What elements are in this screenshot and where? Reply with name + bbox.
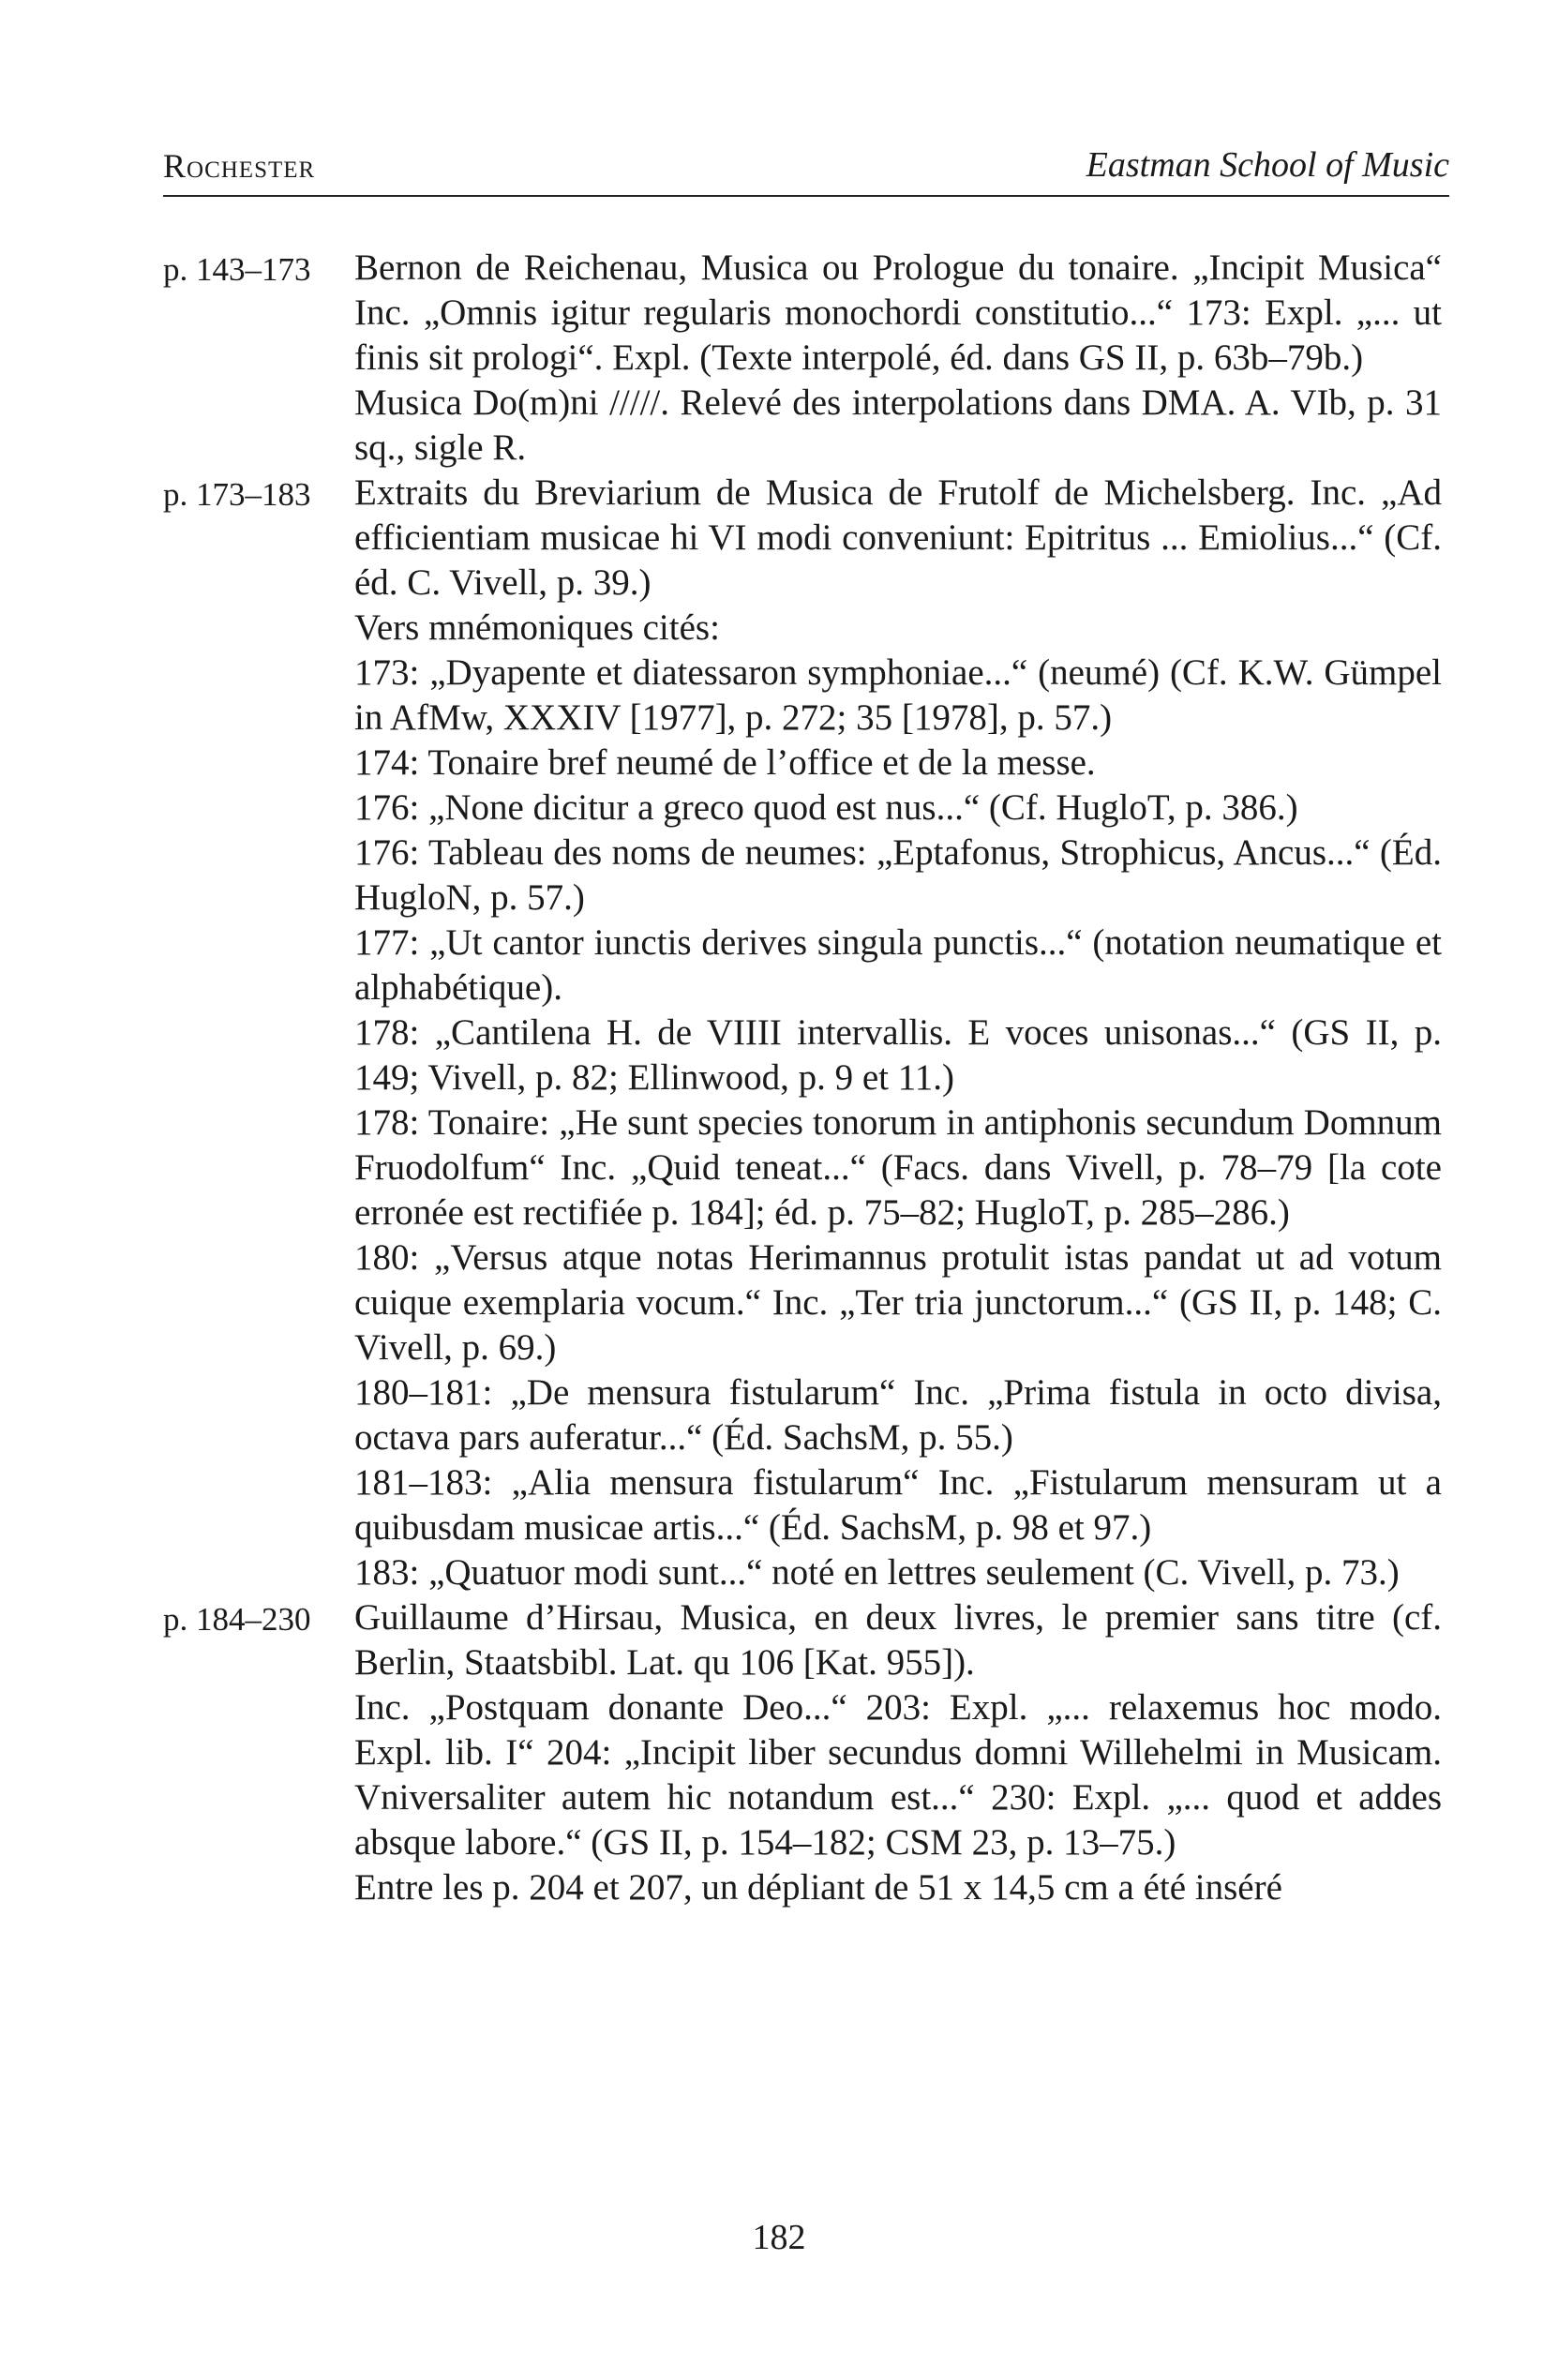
entry-paragraph: 174: Tonaire bref neumé de l’office et de la messe.: [354, 742, 1096, 783]
entry-description: [354, 1595, 1442, 1910]
entry-paragraph: 183: „Quatuor modi sunt...“ noté en lettres seulement (C. Vivell, p. 73.): [354, 1552, 1400, 1593]
entry-paragraph: Inc. „Postquam donante Deo...“ 203: Expl. „... relaxemus hoc modo. Expl. lib. I“ 204: „Incipit liber secundus domni Willehelmi in Musicam. Vniversaliter autem hic notandum est...“ 230: Expl. „... quod et addes absque labore.“ (GS II, p. 154–182; CSM 23, p. 13–75.): [354, 1687, 1442, 1863]
entry-paragraph: Bernon de Reichenau, Musica ou Prologue du tonaire. „Incipit Musica“ Inc. „Omnis igitur regularis monochordi constitutio...“ 173: Expl. „... ut finis sit prologi“. Expl. (Texte interpolé, éd. dans GS II, p. 63b–79b.): [354, 247, 1442, 378]
page-number: 182: [752, 2218, 806, 2257]
entry-paragraph: 173: „Dyapente et diatessaron symphoniae...“ (neumé) (Cf. K.W. Gümpel in AfMw, XXXIV [1977], p. 272; 35 [1978], p. 57.): [354, 652, 1442, 738]
entry-paragraph: 180–181: „De mensura fistularum“ Inc. „Prima fistula in octo divisa, octava pars auferatur...“ (Éd. SachsM, p. 55.): [354, 1372, 1442, 1458]
entry-paragraph: Extraits du Breviarium de Musica de Frutolf de Michelsberg. Inc. „Ad efficientiam musicae hi VI modi conveniunt: Epitritus ... Emiolius...“ (Cf. éd. C. Vivell, p. 39.): [354, 472, 1442, 603]
entry-paragraph: Entre les p. 204 et 207, un dépliant de 51 x 14,5 cm a été inséré: [354, 1867, 1282, 1908]
entry-paragraph: 181–183: „Alia mensura fistularum“ Inc. „Fistularum mensuram ut a quibusdam musicae artis...“ (Éd. SachsM, p. 98 et 97.): [354, 1462, 1442, 1548]
entry-page-range: p. 184–230: [163, 1601, 311, 1638]
entry-paragraph: Vers mnémoniques cités:: [354, 607, 720, 648]
entry-page-range: p. 143–173: [163, 251, 311, 288]
running-header: [163, 139, 1449, 197]
catalogue-entries: [163, 246, 1449, 1910]
entry-1: [163, 246, 1449, 471]
entry-paragraph: 178: Tonaire: „He sunt species tonorum in antiphonis secundum Domnum Fruodolfum“ Inc. „Quid teneat...“ (Facs. dans Vivell, p. 78–79 [la cote erronée est rectifiée p. 184]; éd. p. 75–82; HugloT, p. 285–286.): [354, 1102, 1442, 1233]
entry-paragraph: Musica Do(m)ni /////. Relevé des interpolations dans DMA. A. VIb, p. 31 sq., sigle R.: [354, 382, 1442, 468]
entry-description: [354, 246, 1442, 471]
entry-paragraph: Guillaume d’Hirsau, Musica, en deux livres, le premier sans titre (cf. Berlin, Staatsbibl. Lat. qu 106 [Kat. 955]).: [354, 1597, 1442, 1683]
entry-2: [163, 471, 1449, 1595]
entry-paragraph: 180: „Versus atque notas Herimannus protulit istas pandat ut ad votum cuique exemplaria vocum.“ Inc. „Ter tria junctorum...“ (GS II, p. 148; C. Vivell, p. 69.): [354, 1237, 1442, 1368]
entry-paragraph: 176: Tableau des noms de neumes: „Eptafonus, Strophicus, Ancus...“ (Éd. HugloN, p. 57.): [354, 832, 1442, 918]
header-city: Rochester: [163, 147, 316, 185]
header-institution: Eastman School of Music: [1086, 145, 1449, 185]
entry-paragraph: 177: „Ut cantor iunctis derives singula punctis...“ (notation neumatique et alphabétique).: [354, 922, 1442, 1008]
entry-page-range: p. 173–183: [163, 476, 311, 513]
entry-3: [163, 1595, 1449, 1910]
entry-description: [354, 471, 1442, 1595]
entry-paragraph: 176: „None dicitur a greco quod est nus...“ (Cf. HugloT, p. 386.): [354, 787, 1298, 828]
entry-paragraph: 178: „Cantilena H. de VIIII intervallis. E voces unisonas...“ (GS II, p. 149; Vivell, p. 82; Ellinwood, p. 9 et 11.): [354, 1012, 1442, 1098]
